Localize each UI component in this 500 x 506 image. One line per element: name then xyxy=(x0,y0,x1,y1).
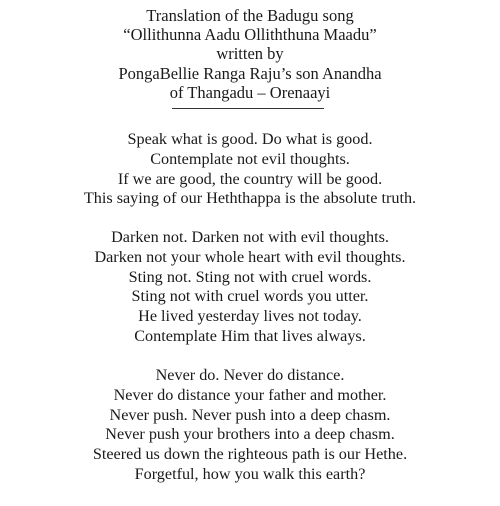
stanza-1 xyxy=(0,130,500,209)
stanza-line: Steered us down the righteous path is our Hethe. xyxy=(92,445,408,464)
heading-written-by: written by xyxy=(216,44,284,64)
heading-author: PongaBellie Ranga Raju’s son Anandha xyxy=(118,63,382,83)
stanza-line: Never do distance your father and mother. xyxy=(113,385,387,404)
stanza-line: Contemplate not evil thoughts. xyxy=(150,149,350,168)
stanza-line: Never do. Never do distance. xyxy=(155,366,345,384)
stanza-line: Contemplate Him that lives always. xyxy=(134,326,366,345)
stanza-line: Forgetful, how you walk this earth? xyxy=(134,464,366,483)
song-heading xyxy=(0,6,500,102)
heading-title: Translation of the Badugu song xyxy=(146,6,354,25)
heading-divider xyxy=(172,108,324,109)
stanza-line: Darken not. Darken not with evil thoughts. xyxy=(111,228,389,246)
stanza-line: This saying of our Heththappa is the absolute truth. xyxy=(83,189,417,208)
stanza-line: Never push. Never push into a deep chasm. xyxy=(109,405,391,424)
stanza-line: Sting not with cruel words you utter. xyxy=(131,287,369,306)
stanza-3 xyxy=(0,366,500,485)
stanza-line: Speak what is good. Do what is good. xyxy=(127,130,373,148)
stanza-2 xyxy=(0,228,500,347)
heading-song-name: “Ollithunna Aadu Olliththuna Maadu” xyxy=(123,25,377,45)
stanza-line: He lived yesterday lives not today. xyxy=(138,307,362,326)
heading-place: of Thangadu – Orenaayi xyxy=(169,82,331,102)
stanza-line: Sting not. Sting not with cruel words. xyxy=(128,267,372,286)
stanza-line: Never push your brothers into a deep chasm. xyxy=(105,425,395,444)
stanza-line: Darken not your whole heart with evil thoughts. xyxy=(94,247,406,266)
stanza-line: If we are good, the country will be good. xyxy=(117,169,383,188)
